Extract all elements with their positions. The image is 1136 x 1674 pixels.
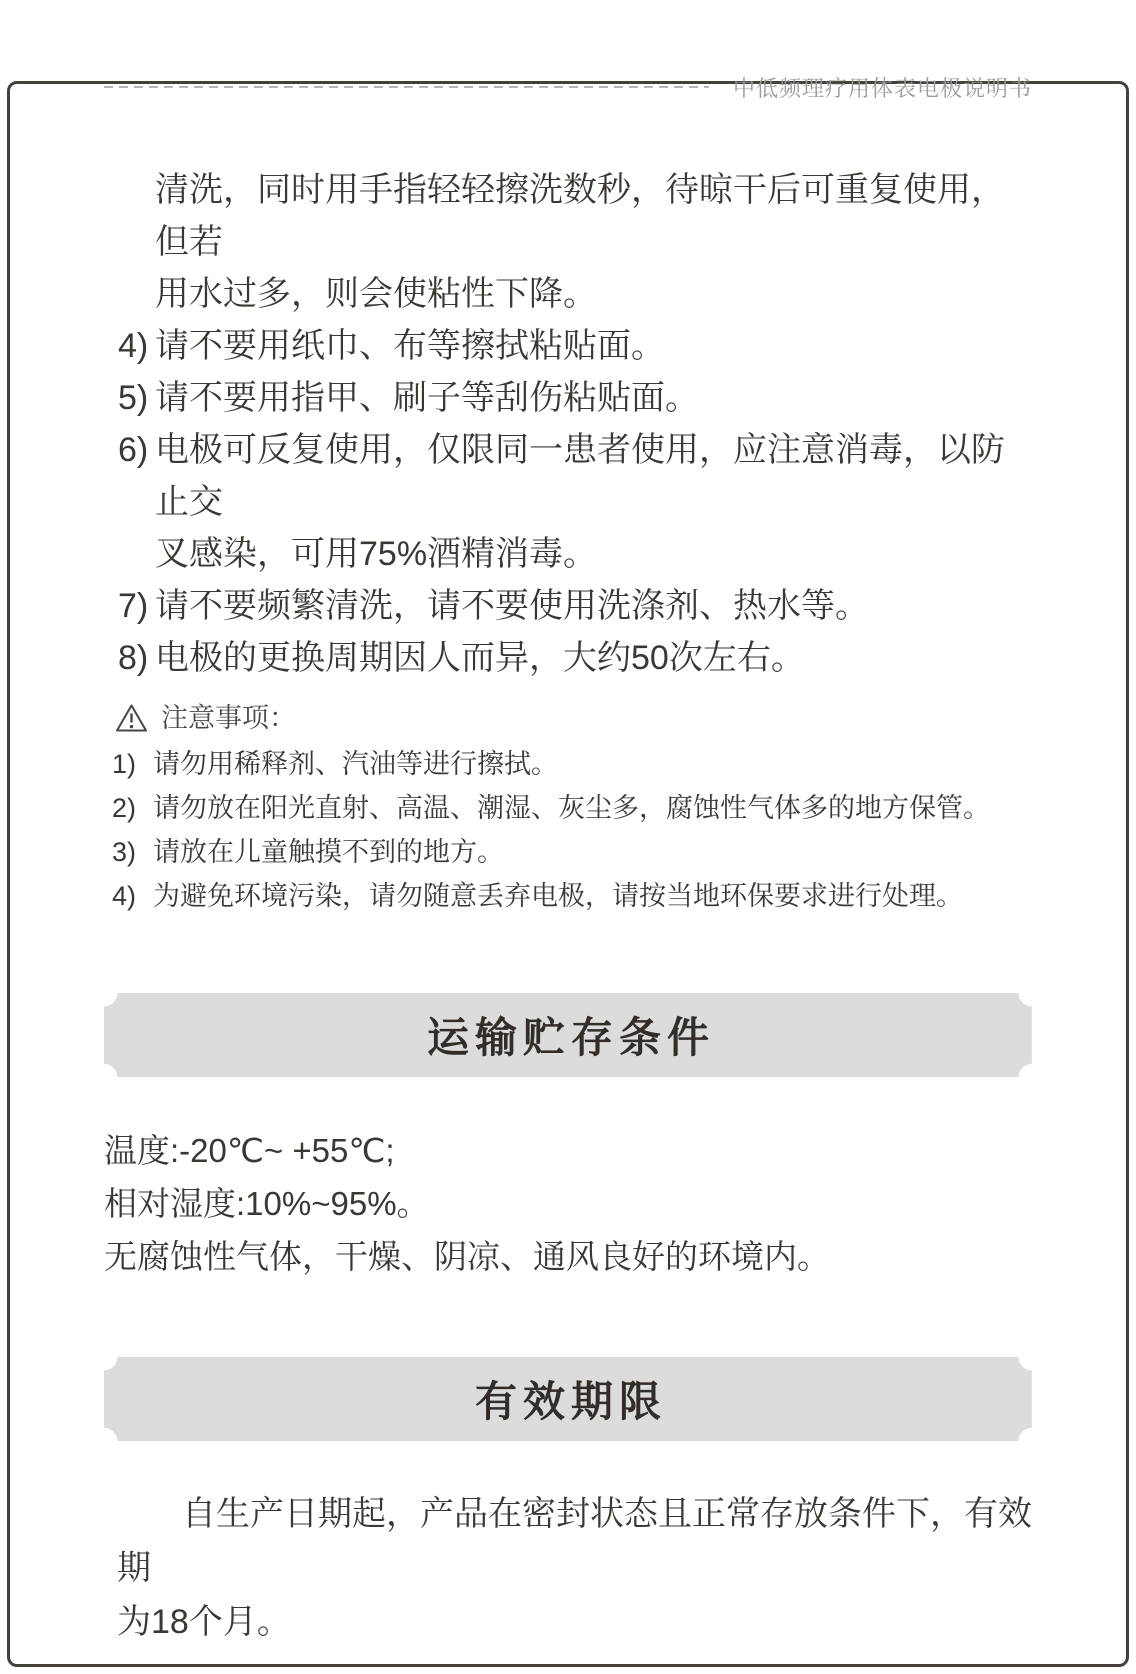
- item-number: 3): [112, 837, 137, 867]
- item-number: 4): [118, 327, 149, 365]
- validity-line: 为18个月。: [117, 1603, 291, 1641]
- item-text: 请放在儿童触摸不到的地方。: [153, 837, 504, 867]
- section-title: 运输贮存条件: [426, 1014, 715, 1061]
- item-text: 请不要用纸巾、布等擦拭粘贴面。: [155, 327, 665, 365]
- item-number: 5): [118, 379, 149, 417]
- caution-item-3: [104, 830, 1032, 874]
- storage-conditions: [104, 1124, 1032, 1283]
- storage-temperature-line: 温度:-20℃~ +55℃;: [104, 1132, 395, 1169]
- usage-item-7: [104, 580, 1032, 632]
- section-title: 有效期限: [474, 1378, 667, 1425]
- item-text-continuation: 叉感染，可用75%酒精消毒。: [155, 535, 598, 573]
- item-number: 1): [112, 749, 137, 779]
- item-number: 6): [118, 431, 149, 469]
- caution-item-2: [104, 786, 1032, 830]
- validity-line: 自生产日期起，产品在密封状态且正常存放条件下，有效期: [117, 1495, 1032, 1587]
- caution-item-4: [104, 874, 1032, 918]
- item-number: 7): [118, 587, 149, 625]
- usage-continuation-line: 清洗，同时用手指轻轻擦洗数秒，待晾干后可重复使用，但若: [155, 171, 1005, 261]
- item-text: 请勿放在阳光直射、高温、潮湿、灰尘多，腐蚀性气体多的地方保管。: [153, 793, 990, 823]
- item-text: 请勿用稀释剂、汽油等进行擦拭。: [153, 749, 558, 779]
- usage-item-6: [104, 424, 1032, 580]
- storage-humidity-line: 相对湿度:10%~95%。: [104, 1185, 430, 1222]
- usage-item-5: [104, 372, 1032, 424]
- usage-item-4: [104, 320, 1032, 372]
- header-dashed-rule: [104, 86, 709, 88]
- storage-environment-line: 无腐蚀性气体，干燥、阴凉、通风良好的环境内。: [104, 1238, 830, 1275]
- caution-heading: [104, 696, 1032, 740]
- item-number: 4): [112, 881, 137, 911]
- page-header: [104, 74, 1032, 100]
- validity-paragraph: [104, 1487, 1032, 1649]
- item-number: 2): [112, 793, 137, 823]
- item-text: 请不要频繁清洗，请不要使用洗涤剂、热水等。: [155, 587, 869, 625]
- item-text: 电极可反复使用，仅限同一患者使用，应注意消毒，以防止交: [155, 431, 1005, 521]
- item-text: 电极的更换周期因人而异，大约50次左右。: [155, 639, 805, 677]
- document-title: 中低频理疗用体表电极说明书: [732, 75, 1032, 101]
- section-banner-storage: [104, 993, 1032, 1077]
- usage-notes-list: [104, 164, 1032, 684]
- item-text: 请不要用指甲、刷子等刮伤粘贴面。: [155, 379, 699, 417]
- section-banner-validity: [104, 1357, 1032, 1441]
- warning-triangle-icon: [115, 703, 148, 733]
- item-number: 8): [118, 639, 149, 677]
- caution-heading-label: 注意事项：: [161, 703, 296, 733]
- manual-page: [0, 74, 1136, 1649]
- caution-list: [104, 742, 1032, 918]
- usage-continuation-line: 用水过多，则会使粘性下降。: [155, 275, 597, 313]
- usage-item-8: [104, 632, 1032, 684]
- caution-item-1: [104, 742, 1032, 786]
- item-text: 为避免环境污染，请勿随意丢弃电极，请按当地环保要求进行处理。: [153, 881, 963, 911]
